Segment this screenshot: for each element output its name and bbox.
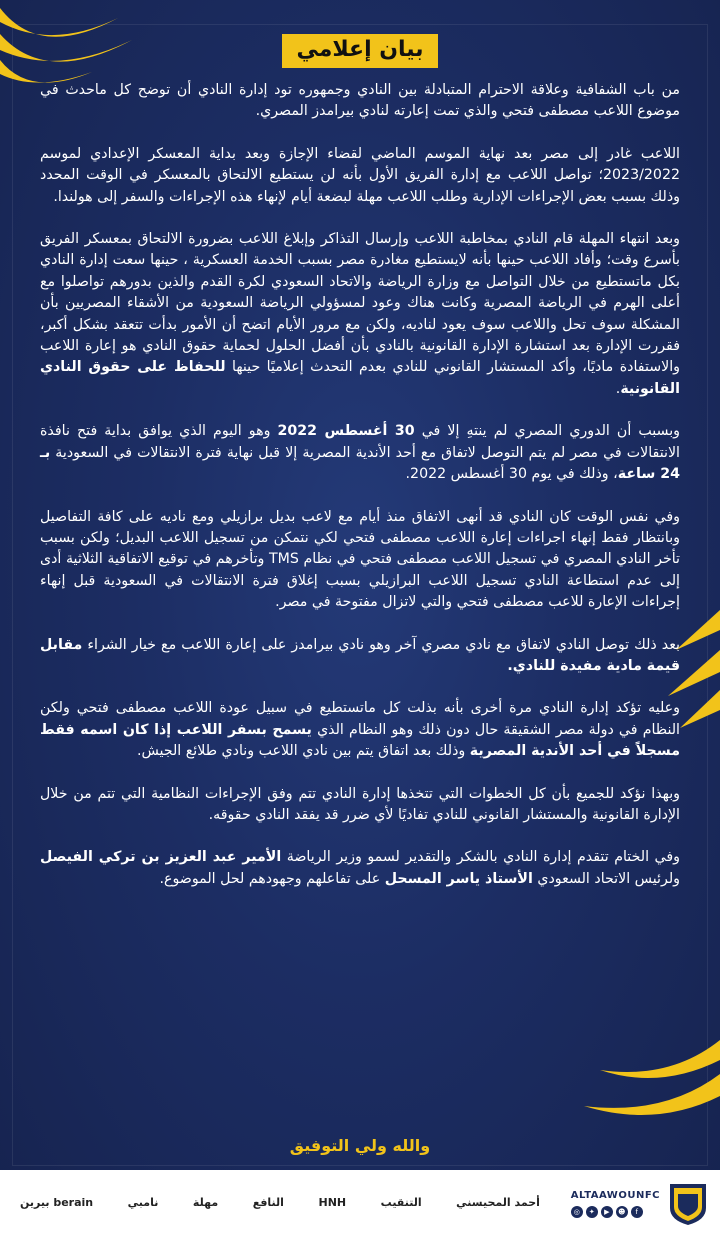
claw-mark-bottom-right <box>560 1040 720 1140</box>
club-info <box>571 1190 660 1218</box>
paragraph-2: اللاعب غادر إلى مصر بعد نهاية الموسم الماضي لقضاء الإجازة وبعد بداية المعسكر الإعدادي لموسم 2023/2022؛ تواصل اللاعب مع إدارة الفريق الأول بأنه لن يستطيع الالتحاق بالمعسكر في الوقت المحدد وذلك بسبب بعض الإجراءات الإدارية وطلب اللاعب مهلة لبضعة أيام لإنهاء هذه الإجراءات والسفر إلى هولندا. <box>40 145 680 205</box>
paragraph-4: وبسبب أن الدوري المصري لم ينتهِ إلا في 30 أغسطس 2022 وهو اليوم الذي يوافق بداية فتح نافذة الانتقالات في مصر لم يتم التوصل لاتفاق مع أحد الأندية المصرية إلا قبل نهاية فترة الانتقالات في السعودية بـ 24 ساعة، وذلك في يوم 30 أغسطس 2022. <box>40 423 681 483</box>
paragraph-6: بعد ذلك توصل النادي لاتفاق مع نادي مصري آخر وهو نادي بيرامدز على إعارة اللاعب مع خيار الشراء مقابل قيمة مادية مفيدة للنادي. <box>40 636 680 674</box>
paragraph-1: من باب الشفافية وعلاقة الاحترام المتبادلة بين النادي وجمهوره تود إدارة النادي أن توضح كل ماحدث في موضوع اللاعب مصطفى فتحي والذي تمت إعارته لنادي بيرامدز المصري. <box>40 82 680 120</box>
paragraph-3: وبعد انتهاء المهلة قام النادي بمخاطبة اللاعب وإرسال التذاكر وإبلاغ اللاعب بضرورة الالتحاق بمعسكر الفريق بأسرع وقت؛ وأفاد اللاعب حينها بأنه لايستطيع مغادرة مصر بسبب الخدمة العسكرية ، حينها سعت إدارة النادي بكل ماتستطيع من خلال التواصل مع وزارة الرياضة والاتحاد السعودي لكرة القدم والذين بدورهم تواصلوا مع أعلى الهرم في الرياضة المصرية وكانت هناك وعود لمسؤولي الرياضة السعودية من الأشقاء المصريين بأن المشكلة سوف تحل واللاعب سوف يعود لناديه، ولكن مع مرور الأيام اتضح أن الأمور بدأت تتعقد بشكل أكبر، فقررت الإدارة بعد استشارة الإدارة القانونية بالنادي بأن أفضل الحلول لحماية حقوق النادي هو إعارة اللاعب والاستفادة ماديًا، وأكد المستشار القانوني للنادي بعدم التحدث إعلاميًا حينها للحفاظ على حقوق النادي القانونية. <box>40 231 680 397</box>
footer-bar <box>0 1170 720 1235</box>
social-icons <box>571 1206 660 1218</box>
instagram-icon[interactable]: ◎ <box>571 1206 583 1218</box>
club-handle: ALTAAWOUNFC <box>570 1190 660 1201</box>
sponsor-almuhaisni: أحمد المحيسني <box>456 1196 540 1209</box>
youtube-icon[interactable]: ▶ <box>601 1206 613 1218</box>
statement-body <box>40 80 680 911</box>
twitter-icon[interactable]: ✦ <box>586 1206 598 1218</box>
snapchat-icon[interactable]: ☻ <box>616 1206 628 1218</box>
sponsor-logos <box>20 1184 540 1222</box>
sponsor-hnh: HNH <box>318 1196 347 1209</box>
page-title: بيان إعلامي <box>282 34 437 68</box>
closing-line: والله ولي التوفيق <box>289 1136 431 1155</box>
sponsor-alnafea: النافع <box>252 1196 284 1209</box>
facebook-icon[interactable]: f <box>631 1206 643 1218</box>
club-crest-icon <box>668 1182 708 1226</box>
sponsor-nambi: نامبي <box>127 1196 159 1209</box>
sponsor-mohla: مهلة <box>192 1196 219 1209</box>
paragraph-9: وفي الختام تتقدم إدارة النادي بالشكر والتقدير لسمو وزير الرياضة الأمير عبد العزيز بن تركي الفيصل ولرئيس الاتحاد السعودي الأستاذ ياسر المسحل على تفاعلهم وجهودهم لحل الموضوع. <box>40 849 681 887</box>
club-brand <box>571 1182 708 1226</box>
title-wrap <box>0 34 720 68</box>
paragraph-8: وبهذا نؤكد للجميع بأن كل الخطوات التي تتخذها إدارة النادي تتم وفق الإجراءات النظامية التي تتم من خلال الإدارة القانونية والمستشار القانوني للنادي تفاديًا لأي ضرر قد يفقد النادي حقوقه. <box>40 785 680 823</box>
paragraph-7: وعليه تؤكد إدارة النادي مرة أخرى بأنه بذلت كل ماتستطيع في سبيل عودة اللاعب مصطفى فتحي ولكن النظام في دولة مصر الشقيقة حال دون ذلك وهو النظام الذي يسمح بسفر اللاعب إذا كان اسمه فقط مسجلاً في أحد الأندية المصرية وذلك بعد اتفاق يتم بين نادي اللاعب ونادي طلائع الجيش. <box>40 700 680 760</box>
paragraph-5: وفي نفس الوقت كان النادي قد أنهى الاتفاق منذ أيام مع لاعب بديل برازيلي ومع ناديه على كافة التفاصيل وبانتظار فقط إنهاء اجراءات إعارة اللاعب مصطفى فتحي لكي نتمكن من تسجيل اللاعب البديل؛ ولكن بسبب تأخر النادي المصري في تسجيل اللاعب مصطفى فتحي في نظام TMS وتأخرهم في توقيع الاتفاقية الثلاثية أدى إلى عدم استطاعة النادي تسجيل اللاعب البرازيلي بسبب إغلاق فترة الانتقالات في السعودية قبل إنهاء إجراءات الإعارة للاعب مصطفى فتحي والتي لاتزال مفتوحة في مصر. <box>40 508 680 611</box>
sponsor-tanqeeb: التنقيب <box>380 1196 422 1209</box>
sponsor-berain: berain بيرين <box>20 1196 94 1209</box>
